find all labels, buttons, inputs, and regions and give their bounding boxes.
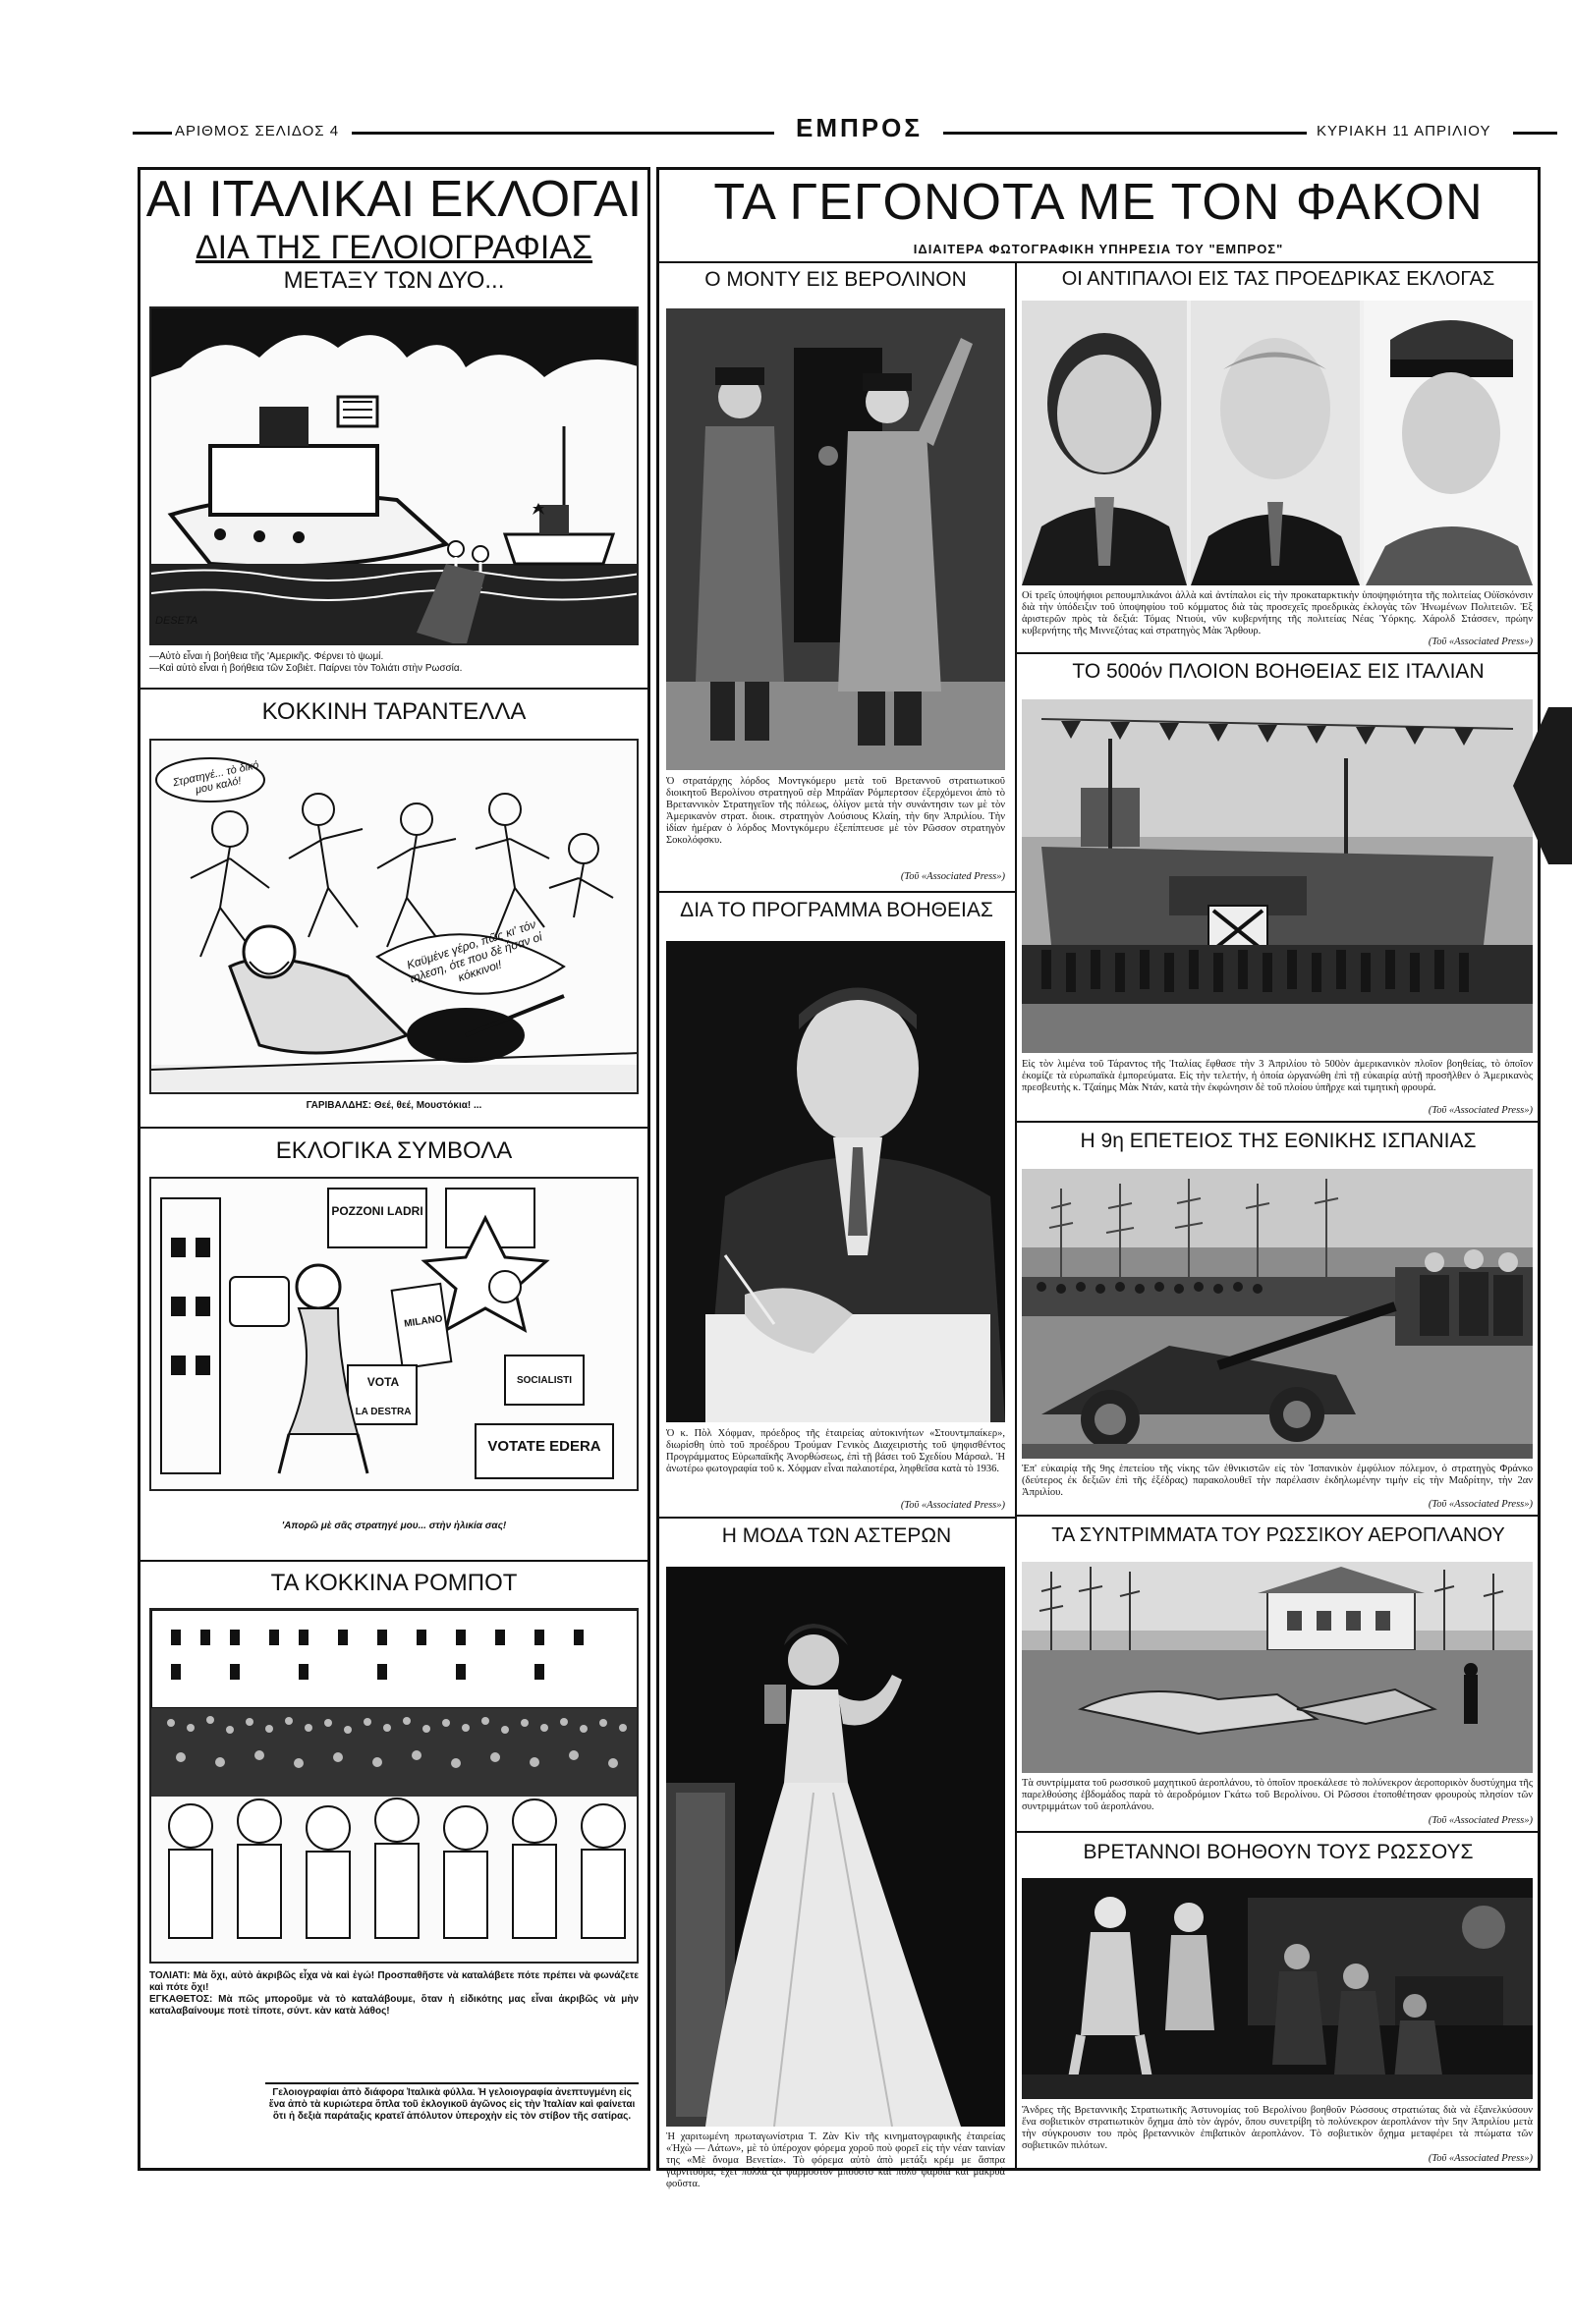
cartoon-3-sign-milano: MILANO [403, 1313, 444, 1330]
story-fashion-heading: Η ΜΟΔΑ ΤΩΝ ΑΣΤΕΡΩΝ [721, 1524, 952, 1547]
story-monty-caption: Ὁ στρατάρχης λόρδος Μοντγκόμερυ μετὰ τοῦ Βρεταννοῦ στρατιωτικοῦ διοικητοῦ Βερολίνου στρατηγοῦ σὲρ Μπράϊαν Ρόμπερτσον ἐξερχόμενοι ἀπὸ τὸ Βρεταννικὸν Στρατηγεῖον τῆς πόλεως, ὀλίγον μετὰ τὴν συνάντησιν των μὲ τὸν Ἀμερικανὸν στρατ. διοικ. στρατηγὸν Λούσιους Κλαίη, τὴν 6ην Ἀπριλίου. Τὴν ἰδίαν ἡμέραν ὁ λόρδος Μοντγκόμερυ ἐξεπίπτευσε μὲ τὸν Ρῶσσον στρατηγὸν Σοκολόφσκυ. [666, 776, 1005, 846]
cartoon-4-heading: ΤΑ ΚΟΚΚΙΝΑ ΡΟΜΠΟΤ [270, 1570, 518, 1596]
cartoon-3-sign-pozzoni: POZZONI LADRI [331, 1204, 423, 1218]
story-rivals-heading: ΟΙ ΑΝΤΙΠΑΛΟΙ ΕΙΣ ΤΑΣ ΠΡΟΕΔΡΙΚΑΣ ΕΚΛΟΓΑΣ [1061, 268, 1495, 290]
mid-divider-2 [658, 1517, 1015, 1519]
cartoon-3-heading: ΕΚΛΟΓΙΚΑ ΣΥΜΒΟΛΑ [275, 1137, 513, 1164]
story-help-caption: Ἄνδρες τῆς Βρεταννικῆς Στρατιωτικῆς Ἀστυνομίας τοῦ Βερολίνου βοηθοῦν Ρώσσους στρατιώτας διὰ νὰ ἐξανελκύσουν ἕνα σοβιετικὸν στρατιωτικὸν ὄχημα ἀπὸ τὸν ἀγρόν, ὅπου συνετρίβη τὸ πολύνεκρον ἀεροπλάνον τὴν 5ην Ἀπριλίου μετὰ τὴν σύγκρουσιν του πρὸς βρεταννικὸν ἐπιβατικὸν ἀεροπλάνον. Τὸ σοβιετικὸν ὄχημα μεταφέρει τὰ πτώματα τῶν σοβιετικῶν πιλότων. [1022, 2105, 1533, 2151]
cartoon-2-tarantella-image [149, 739, 639, 1094]
cartoon-1-signature: DESETA [155, 615, 198, 627]
cartoon-2-balloon-right: Καϋμένε γέρο, πῶς κι' τόν τηλεση, ότε που δὲ ἦσαν οἱ κόκκινοι! [405, 916, 544, 986]
british-help-russians-photo [1022, 1878, 1533, 2099]
cartoon-1-ship-image [149, 306, 639, 645]
masthead-rule-left [352, 132, 774, 135]
paper-name: ΕΜΠΡΟΣ [796, 113, 923, 142]
story-spain-heading: Η 9η ΕΠΕΤΕΙΟΣ ΤΗΣ ΕΘΝΙΚΗΣ ΙΣΠΑΝΙΑΣ [1080, 1130, 1477, 1152]
cartoons-footnote: Γελοιογραφίαι ἀπὸ διάφορα Ἰταλικὰ φύλλα. Ἡ γελοιογραφία ἀνεπτυγμένη εἰς ἕνα ἀπὸ τὰ κυριώτερα ὅπλα τοῦ ἐκλογικοῦ ἀγῶνος εἰς τὴν Ἰταλίαν καὶ φαίνεται ὅτι ἡ δεξιὰ παράταξις κρατεῖ ἀπόλυτον ὑπεροχὴν εἰς τὸν στίβον τῆς σατίρας. [265, 2082, 639, 2123]
story-monty-credit: (Τοῦ «Associated Press») [900, 871, 1005, 882]
aid-ship-photo [1022, 699, 1533, 1053]
right-divider-2 [1017, 1121, 1541, 1123]
cartoon-divider-1 [138, 688, 650, 690]
cartoon-3-sign-edera: VOTATE EDERA [487, 1438, 601, 1455]
title-underline [656, 261, 1541, 263]
story-aid-ship-heading: ΤΟ 500όν ΠΛΟΙΟΝ ΒΟΗΘΕΙΑΣ ΕΙΣ ΙΤΑΛΙΑΝ [1072, 660, 1485, 683]
right-divider-4 [1017, 1831, 1541, 1833]
cartoon-4-caption: ΤΟΛΙΑΤΙ: Μὰ ὄχι, αὐτὸ ἀκριβῶς εἶχα νὰ καὶ ἐγώ! Προσπαθῆστε νὰ καταλάβετε πότε πρέπει νὰ φωνάζετε καὶ πότε ὄχι! ΕΓΚΑΘΕΤΟΣ: Μὰ πῶς μποροῦμε νὰ τὸ καταλάβουμε, ὅταν ἡ εἰδικότης μας εἶναι ἀκριβῶς νὰ μὴν καταλαβαίνουμε ποτὲ τίποτε, σύντ. κὰν κατὰ λάθος! [149, 1970, 639, 2017]
story-wreckage-caption: Τὰ συντρίμματα τοῦ ρωσσικοῦ μαχητικοῦ ἀεροπλάνου, τὸ ὁποῖον προεκάλεσε τὸ πολύνεκρον ἀεροπορικὸν δυστύχημα τῆς παρελθούσης ἑβδομάδος παρὰ τὸ ἀεροδρόμιον Γκάτω τοῦ Βερολίνου. Οἱ Ρῶσσοι ἐτοποθέτησαν φρουροὺς πλησίον τῶν συντριμμάτων τοῦ ἀεροπλάνου. [1022, 1778, 1533, 1812]
story-rivals-caption: Οἱ τρεῖς ὑποψήφιοι ρεπουμπλικάνοι ἀλλὰ καὶ ἀντίπαλοι εἰς τὴν προκαταρκτικὴν ὑποψηφιότητα τῆς πολιτείας Οὐϊσκόνσιν διὰ τὴν ὑπόδειξιν τοῦ ὑποψηφίου τοῦ κόμματος διὰ τὰς προσεχεῖς προεδρικὰς ἐκλογὰς τῶν Ἡνωμένων Πολιτειῶν. Ἐξ ἀριστερῶν πρὸς τὰ δεξιά: Τόμας Ντιούι, νῦν κυβερνήτης τῆς πολιτείας Νέας Ὑόρκης. Χάρολδ Στάσσεν, πρώην κυβερνήτης τῆς Μιννεζότας καὶ στρατηγὸς Μὰκ Ἄρθουρ. [1022, 590, 1533, 636]
right-divider-3 [1017, 1515, 1541, 1517]
cartoon-3-sign-vota: VOTA [366, 1375, 400, 1389]
story-aid-ship-credit: (Τοῦ «Associated Press») [1428, 1105, 1533, 1116]
story-fashion-caption: Ἡ χαριτωμένη πρωταγωνίστρια Τ. Ζὰν Κὶν τῆς κινηματογραφικῆς ἑταιρείας «Ἠχὼ — Λάτων», μὲ τὸ ὑπέροχον φόρεμα χοροῦ ποὺ φορεῖ εἰς τὴν νέαν ταινίαν της «Μὲ ὄνομα Βενετία». Τὸ φόρεμα αὐτὸ ἀπὸ μετάξι κρέμ με ἄσπρα γαρνιτούρα, ἔχει πολλὰ ζὰ φαρμοστὸν μπούστο καὶ πολὺ φαρδιὰ καὶ μακρυὰ φοῦστα. [666, 2131, 1005, 2189]
story-spain-credit: (Τοῦ «Associated Press») [1428, 1499, 1533, 1510]
cartoon-1-caption: —Αὐτὸ εἶναι ἡ βοήθεια τῆς 'Αμερικῆς. Φέρνει τὸ ψωμί. —Καὶ αὐτὸ εἶναι ἡ βοήθεια τῶν Σοβιὲτ. Παίρνει τὸν Τολιάτι στὴν Ρωσσία. [149, 651, 463, 674]
masthead-rule-left-short [133, 132, 172, 135]
cartoon-divider-2 [138, 1127, 650, 1129]
story-rivals-credit: (Τοῦ «Associated Press») [1428, 636, 1533, 647]
right-divider-1 [1017, 652, 1541, 654]
plane-wreckage-photo [1022, 1562, 1533, 1773]
cartoon-4-robots-image [149, 1608, 639, 1964]
issue-date: ΚΥΡΙΑΚΗ 11 ΑΠΡΙΛΙΟΥ [1317, 123, 1491, 139]
story-aid-program-heading: ΔΙΑ ΤΟ ΠΡΟΓΡΑΜΜΑ ΒΟΗΘΕΙΑΣ [680, 899, 993, 921]
cartoon-3-symbols-image [149, 1177, 639, 1491]
fashion-star-photo [666, 1567, 1005, 2127]
cartoon-3-sign-socialisti: SOCIALISTI [516, 1375, 573, 1386]
story-aid-program-caption: Ὁ κ. Πὸλ Χόφμαν, πρόεδρος τῆς ἑταιρείας αὐτοκινήτων «Στουντμπαίκερ», διωρίσθη ὑπὸ τοῦ προέδρου Τρούμαν Γενικὸς Διαχειριστὴς τοῦ ψηφισθέντος Προγράμματος Εὐρωπαϊκῆς Ἀνορθώσεως, ἐπὶ τῇ βάσει τοῦ Σχεδίου Μάρσαλ. Ἡ ἀνωτέρω φωτογραφία τοῦ κ. Χόφμαν εἶναι παλαιοτέρα, ληφθεῖσα κατὰ τὸ 1936. [666, 1428, 1005, 1474]
presidential-rivals-photo [1022, 301, 1533, 585]
cartoons-title: ΑΙ ΙΤΑΛΙΚΑΙ ΕΚΛΟΓΑΙ [145, 171, 643, 228]
cartoons-subtitle: ΔΙΑ ΤΗΣ ΓΕΛΟΙΟΓΡΑΦΙΑΣ [195, 229, 593, 266]
cartoon-2-heading: ΚΟΚΚΙΝΗ ΤΑΡΑΝΤΕΛΛΑ [261, 698, 527, 725]
masthead-rule-right [943, 132, 1307, 135]
story-help-heading: ΒΡΕΤΑΝΝΟΙ ΒΟΗΘΟΥΝ ΤΟΥΣ ΡΩΣΣΟΥΣ [1083, 1841, 1474, 1863]
story-help-credit: (Τοῦ «Associated Press») [1428, 2153, 1533, 2164]
cartoon-divider-3 [138, 1560, 650, 1562]
photo-news-title: ΤΑ ΓΕΓΟΝΟΤΑ ΜΕ ΤΟΝ ΦΑΚΟΝ [713, 174, 1484, 231]
cartoon-3-sign-destra: LA DESTRA [355, 1407, 412, 1417]
story-aid-program-credit: (Τοῦ «Associated Press») [900, 1500, 1005, 1511]
photo-news-subtitle: ΙΔΙΑΙΤΕΡΑ ΦΩΤΟΓΡΑΦΙΚΗ ΥΠΗΡΕΣΙΑ ΤΟΥ "ΕΜΠΡΟΣ" [913, 242, 1284, 256]
story-spain-caption: Ἐπ' εὐκαιρίᾳ τῆς 9ης ἐπετείου τῆς νίκης τῶν ἐθνικιστῶν εἰς τὸν Ἱσπανικὸν ἐμφύλιον πόλεμον, ὁ στρατηγὸς Φράνκο (δεύτερος ἐκ δεξιῶν ἐπὶ τῆς ἐξέδρας) παρακολουθεῖ τὴν παρέλασιν ἐκδηλωμένην τιμὴν εἰς τὴν Μαδρίτην, τὴν 2αν Ἀπριλίου. [1022, 1464, 1533, 1498]
story-wreckage-credit: (Τοῦ «Associated Press») [1428, 1815, 1533, 1826]
story-aid-ship-caption: Εἰς τὸν λιμένα τοῦ Τάραντος τῆς Ἰταλίας ἔφθασε τὴν 3 Ἀπριλίου τὸ 500ὸν ἀμερικανικὸν πλοῖον βοηθείας, τὸ ὁποῖον ἐκομίζε τὰ εὐρωπαϊκὰ ἐμπορεύματα. Εἰς τὴν τελετήν, ἡ ὁποία ὠργανώθη ἐπὶ τῇ εὐκαιρίᾳ αὐτῇ προσῆλθεν ὁ Ἀμερικανὸς πρεσβευτὴς κ. Τζαίημς Μὰκ Ντάν, κατὰ τὴν ἐκφώνησιν δὲ τοῦ πλοίου ὑπῆρχε καὶ τιμητικὴ φρουρά. [1022, 1059, 1533, 1093]
monty-berlin-photo [666, 308, 1005, 770]
story-wreckage-heading: ΤΑ ΣΥΝΤΡΙΜΜΑΤΑ ΤΟΥ ΡΩΣΣΙΚΟΥ ΑΕΡΟΠΛΑΝΟΥ [1051, 1524, 1505, 1546]
cartoon-2-balloon-left: Στρατηγέ... τὸ δικό μου καλό! [171, 759, 260, 797]
cartoon-2-caption: ΓΑΡΙΒΑΛΔΗΣ: Θεέ, θεέ, Μουστόκια! ... [306, 1100, 482, 1111]
cartoon-3-caption: 'Απορῶ μὲ σᾶς στρατηγέ μου... στὴν ἡλικία σας! [281, 1521, 507, 1531]
page-number-label: ΑΡΙΘΜΟΣ ΣΕΛΙΔΟΣ 4 [175, 123, 340, 139]
mid-divider-1 [658, 891, 1015, 893]
hoffman-portrait-photo [666, 941, 1005, 1422]
masthead-rule-right-short [1513, 132, 1557, 135]
cartoon-1-heading: ΜΕΤΑΞΥ ΤΩΝ ΔΥΟ... [283, 267, 505, 294]
story-monty-heading: Ο ΜΟΝΤΥ ΕΙΣ ΒΕΡΟΛΙΝΟΝ [704, 268, 967, 291]
spain-parade-photo [1022, 1169, 1533, 1459]
center-column-rule [1015, 263, 1017, 2169]
